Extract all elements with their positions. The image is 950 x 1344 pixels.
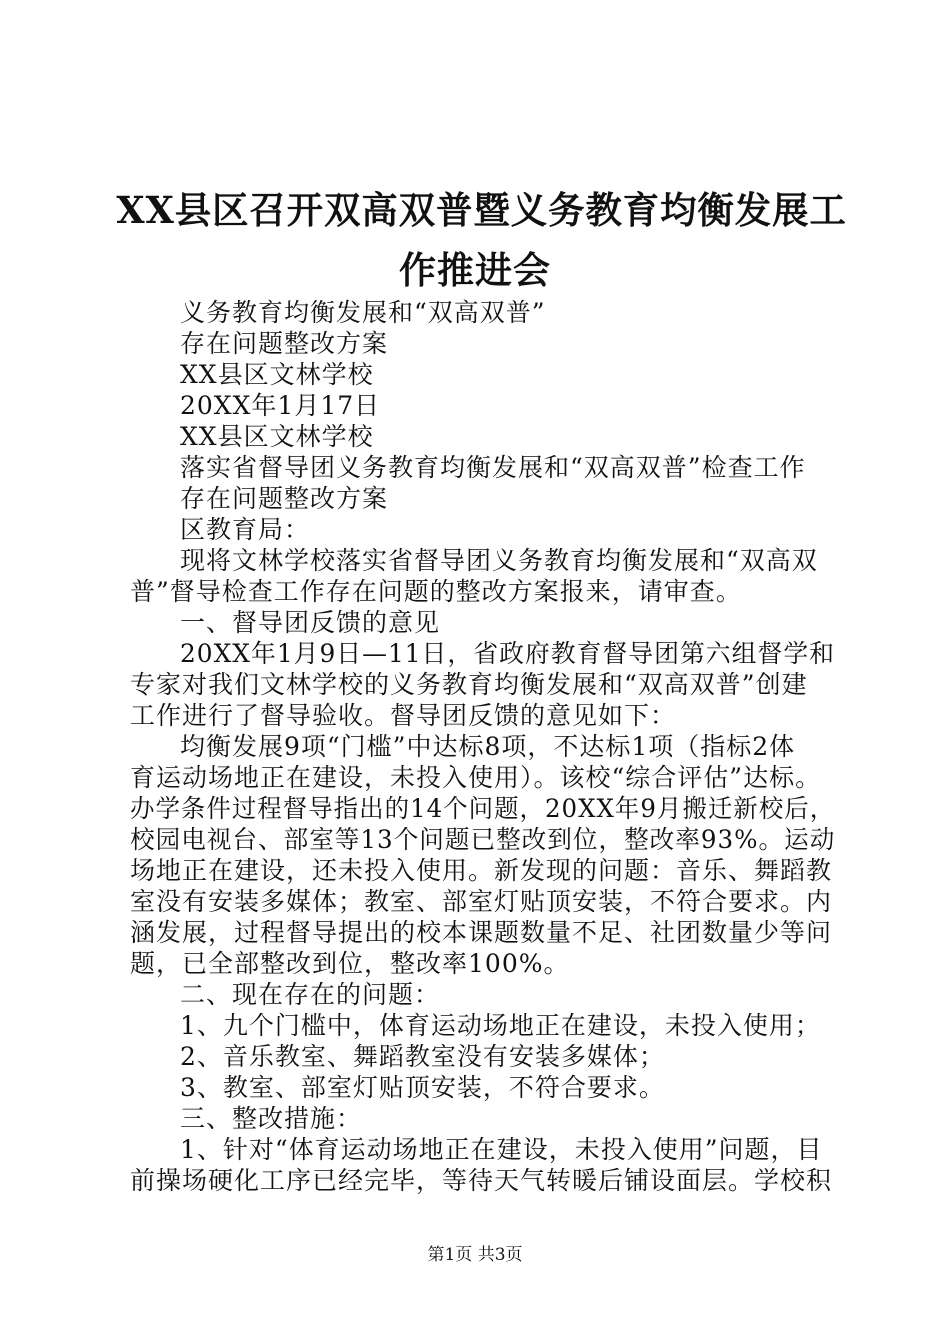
subtitle-line: 存在问题整改方案 [180, 329, 389, 358]
paragraph-line: 专家对我们文林学校的义务教育均衡发展和“双高双普”创建 [130, 670, 808, 699]
paragraph-line: 室没有安装多媒体；教室、部室灯贴顶安装，不符合要求。内 [130, 887, 833, 916]
paragraph-line: 育运动场地正在建设，未投入使用）。该校“综合评估”达标。 [130, 763, 822, 792]
paragraph-line: 题，已全部整改到位，整改率100%。 [130, 949, 570, 978]
document-date: 20XX年1月17日 [180, 391, 381, 420]
heading-line: 落实省督导团义务教育均衡发展和“双高双普”检查工作 [180, 453, 806, 482]
paragraph-line: 场地正在建设，还未投入使用。新发现的问题：音乐、舞蹈教 [130, 856, 833, 885]
list-item: 3、教室、部室灯贴顶安装，不符合要求。 [180, 1073, 665, 1102]
section-heading: 一、督导团反馈的意见 [180, 608, 441, 637]
recipient-line: 区教育局： [180, 515, 311, 544]
paragraph-line: 涵发展，过程督导提出的校本课题数量不足、社团数量少等问 [130, 918, 833, 947]
paragraph-line: 前操场硬化工序已经完毕，等待天气转暖后铺设面层。学校积 [130, 1166, 833, 1195]
paragraph-line: 均衡发展9项“门槛”中达标8项，不达标1项（指标2体 [180, 732, 796, 761]
paragraph-line: 现将文林学校落实省督导团义务教育均衡发展和“双高双 [180, 546, 818, 575]
list-item: 1、九个门槛中，体育运动场地正在建设，未投入使用； [180, 1011, 821, 1040]
document-title-line-1: XX县区召开双高双普暨义务教育均衡发展工 [116, 188, 847, 232]
subtitle-line: 义务教育均衡发展和“双高双普” [180, 298, 546, 327]
paragraph-line: 普”督导检查工作存在问题的整改方案报来，请审查。 [130, 577, 742, 606]
paragraph-line: 办学条件过程督导指出的14个问题，20XX年9月搬迁新校后， [130, 794, 836, 823]
school-name: XX县区文林学校 [180, 422, 374, 451]
heading-line: 存在问题整改方案 [180, 484, 389, 513]
section-heading: 二、现在存在的问题： [180, 980, 441, 1009]
list-item: 2、音乐教室、舞蹈教室没有安装多媒体； [180, 1042, 665, 1071]
school-name: XX县区文林学校 [180, 360, 374, 389]
paragraph-line: 20XX年1月9日—11日，省政府教育督导团第六组督学和 [180, 639, 836, 668]
paragraph-line: 校园电视台、部室等13个问题已整改到位，整改率93%。运动 [130, 825, 836, 854]
section-heading: 三、整改措施： [180, 1104, 363, 1133]
page-footer: 第1页 共3页 [427, 1245, 523, 1265]
paragraph-line: 工作进行了督导验收。督导团反馈的意见如下： [130, 701, 677, 730]
paragraph-line: 1、针对“体育运动场地正在建设，未投入使用”问题，目 [180, 1135, 823, 1164]
document-title-line-2: 作推进会 [399, 248, 551, 292]
